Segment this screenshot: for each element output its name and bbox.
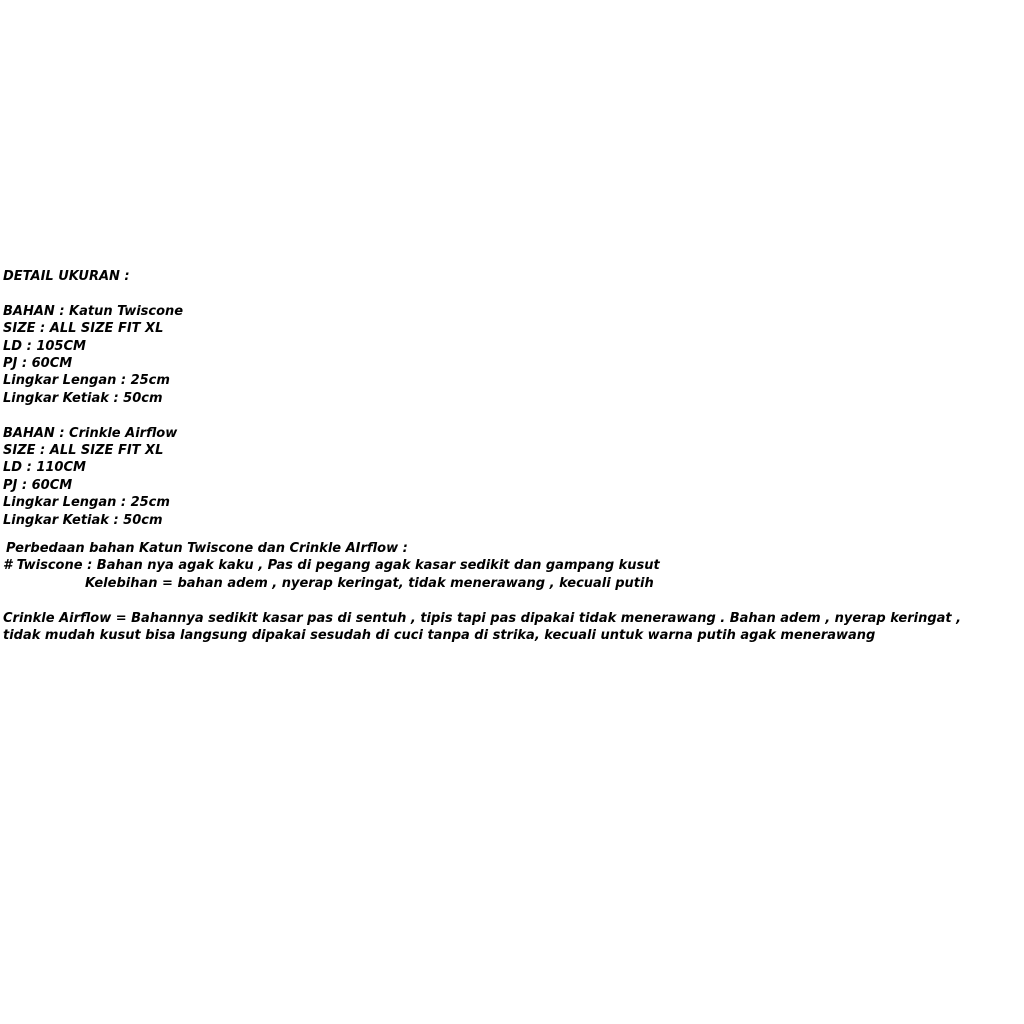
size-line: SIZE : ALL SIZE FIT XL <box>3 443 164 459</box>
fabric-comparison <box>3 540 1003 644</box>
length-line: PJ : 60CM <box>3 356 73 372</box>
twiscone-advantages: Kelebihan = bahan adem , nyerap keringat, tidak menerawang , kecuali putih <box>85 575 654 591</box>
twiscone-description: # Twiscone : Bahan nya agak kaku , Pas di pegang agak kasar sedikit dan gampang kusut <box>3 558 660 574</box>
spacer <box>3 529 1003 540</box>
sleeve-circumference-line: Lingkar Lengan : 25cm <box>3 495 170 511</box>
fabric-name: BAHAN : Katun Twiscone <box>3 303 184 319</box>
spacer <box>3 285 1003 302</box>
chest-width-line: LD : 110CM <box>3 460 86 476</box>
sleeve-circumference-line: Lingkar Lengan : 25cm <box>3 373 170 389</box>
armpit-circumference-line: Lingkar Ketiak : 50cm <box>3 390 163 406</box>
product-description <box>3 268 1003 644</box>
spacer <box>3 592 1003 609</box>
crinkle-description: Crinkle Airflow = Bahannya sedikit kasar pas di sentuh , tipis tapi pas dipakai tidak menerawang . Bahan adem , nyerap keringat , tidak mudah kusut bisa langsung dipakai sesudah di cuci tanpa di strika, kecuali untuk warna putih agak menerawang <box>3 610 962 644</box>
spacer <box>3 407 1003 424</box>
comparison-title: Perbedaan bahan Katun Twiscone dan Crinkle AIrflow : <box>6 541 408 557</box>
size-detail-heading: DETAIL UKURAN : <box>3 269 130 284</box>
fabric-block-crinkle <box>3 425 1003 529</box>
fabric-block-twiscone <box>3 303 1003 407</box>
fabric-name: BAHAN : Crinkle Airflow <box>3 425 178 441</box>
size-line: SIZE : ALL SIZE FIT XL <box>3 321 164 337</box>
length-line: PJ : 60CM <box>3 477 73 493</box>
chest-width-line: LD : 105CM <box>3 338 86 354</box>
armpit-circumference-line: Lingkar Ketiak : 50cm <box>3 512 163 528</box>
